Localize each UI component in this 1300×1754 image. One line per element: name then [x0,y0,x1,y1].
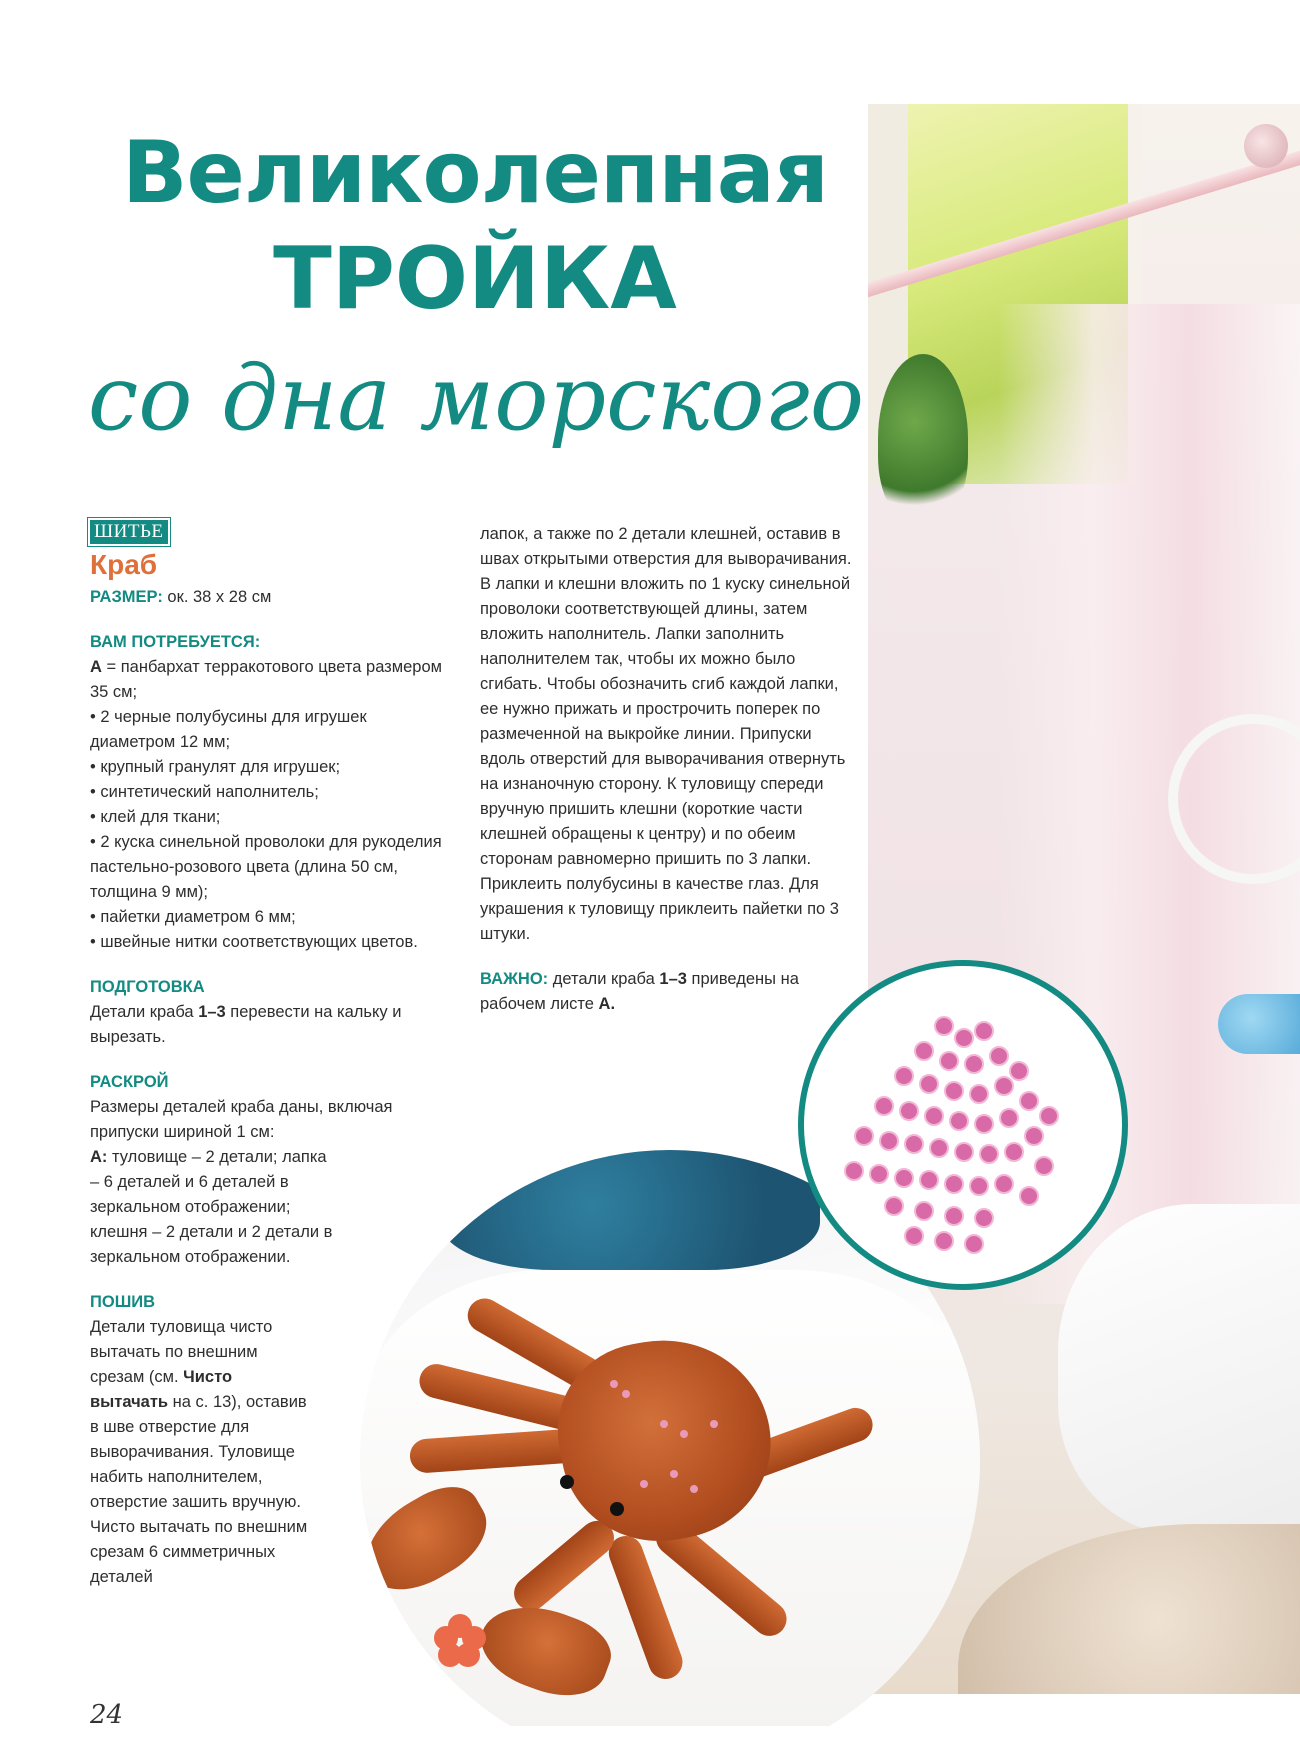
material-item: • швейные нитки соответствующих цветов. [90,933,418,951]
title-line-3: со дна морского [87,346,865,451]
material-a-letter: А [90,658,102,676]
sewing-text-2: на с. 13), оставив в шве отверстие для выворачивания. Туловище набить наполнителем, отверстие зашить вручную. Чисто вытачать по внешним срезам 6 симметричных деталей [90,1393,308,1586]
crab-eye [610,1502,624,1516]
item-title: Краб [90,549,158,580]
sequin [680,1430,688,1438]
cutting-heading: РАСКРОЙ [90,1073,169,1091]
important-note [480,967,860,1017]
sequin [670,1470,678,1478]
sequin [690,1485,698,1493]
sequin [660,1420,668,1428]
important-text-before: детали краба [548,970,660,988]
rod-knob [1244,124,1288,168]
preparation-bold: 1–3 [198,1003,226,1021]
blue-cloth-image [440,1150,820,1270]
sewing-text-1: Детали туловища чисто вытачать по внешним срезам (см. [90,1318,273,1386]
size-value: ок. 38 х 28 см [162,588,272,606]
preparation-text [90,1000,450,1050]
important-bold: 1–3 [659,970,687,988]
material-a [90,655,450,705]
crab-eye [560,1475,574,1489]
sequin [622,1390,630,1398]
sequin [640,1480,648,1488]
preparation-heading: ПОДГОТОВКА [90,978,205,996]
pillow-image [1058,1204,1300,1534]
blue-toy-image [1218,994,1300,1054]
material-a-text: = панбархат терракотового цвета размером 35 см; [90,658,442,701]
material-item: • крупный гранулят для игрушек; [90,758,341,776]
section-tag: ШИТЬЕ [90,520,168,544]
sequins-icon [804,966,1122,1284]
sequins-inset [798,960,1128,1290]
preparation-text-after: перевести на кальку и вырезать. [90,1003,402,1046]
sewing-text [90,1315,310,1590]
middle-column [480,522,860,1017]
sequin [610,1380,618,1388]
material-item: • пайетки диаметром 6 мм; [90,908,296,926]
important-label: ВАЖНО: [480,970,549,988]
material-item: • клей для ткани; [90,808,221,826]
important-bold-2: А. [598,995,616,1013]
plant-image [878,354,968,524]
title-line-1: Великолепная [122,123,828,223]
material-item: • синтетический наполнитель; [90,783,319,801]
material-item: • 2 черные полубусины для игрушек диаметром 12 мм; [90,708,367,751]
important-text-mid: приведены на рабочем листе [480,970,799,1013]
middle-instructions: лапок, а также по 2 детали клешней, оставив в швах открытыми отверстия для выворачивания. В лапки и клешни вложить по 1 куску синельной проволоки соответствующей длины, затем вложить наполнитель. Лапки заполнить наполнителем так, чтобы их можно было сгибать. Чтобы обозначить сгиб каждой лапки, ее нужно прижать и прострочить поперек по размеченной на выкройке линии. Припуски вдоль отверстий для выворачивания отвернуть на изнаночную сторону. К туловищу спереди вручную пришить клешни (короткие части клешней обращены к центру) и по обеим сторонам равномерно пришить по 3 лапки. Приклеить полубусины в качестве глаз. Для украшения к туловищу приклеить пайетки по 3 штуки. [480,525,852,943]
cutting-details-text: туловище – 2 детали; лапка – 6 деталей и 6 деталей в зеркальном отображении; клешня – 2 детали и 2 детали в зеркальном отображении. [90,1148,333,1266]
sewing-heading: ПОШИВ [90,1293,156,1311]
sequin [710,1420,718,1428]
size-label: РАЗМЕР: [90,588,163,606]
blanket-image [958,1524,1300,1694]
preparation-text-before: Детали краба [90,1003,199,1021]
flower-icon [430,1610,490,1670]
title-line-2: ТРОЙКА [273,229,677,329]
page-number: 24 [90,1700,124,1730]
size-line [90,585,450,610]
material-item: • 2 куска синельной проволоки для рукоделия пастельно-розового цвета (длина 50 см, толщина 9 мм); [90,833,442,901]
cutting-a-letter: А: [90,1148,108,1166]
materials-heading: ВАМ ПОТРЕБУЕТСЯ: [90,633,261,651]
cutting-intro: Размеры деталей краба даны, включая припуски шириной 1 см: [90,1098,393,1141]
sewing-bold: Чисто вытачать [90,1368,233,1411]
cutting-details [90,1145,340,1270]
